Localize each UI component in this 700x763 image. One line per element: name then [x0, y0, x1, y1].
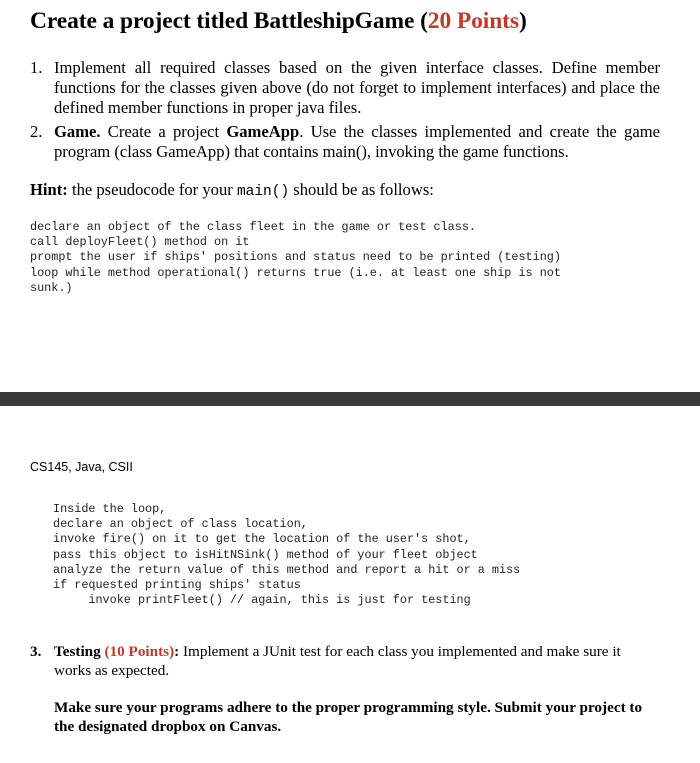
title-points: 20 Points	[427, 8, 519, 34]
closing-note: Make sure your programs adhere to the proper programming style. Submit your project to the designated dropbox on Canvas.	[54, 699, 643, 735]
hint-label: Hint:	[30, 180, 68, 199]
app-name: GameApp	[226, 122, 300, 141]
list-item-3	[30, 642, 660, 680]
hint-line: Hint: the pseudocode for your main() should be as follows:	[30, 180, 434, 200]
page-header: CS145, Java, CSII	[30, 460, 133, 474]
item-number: 3.	[30, 643, 42, 660]
page-bottom	[0, 406, 700, 763]
page-divider	[0, 392, 700, 406]
task-list	[30, 58, 660, 166]
item-number: 1.	[30, 58, 43, 77]
item-text: Testing (10 Points): Implement a JUnit test for each class you implemented and make sure it works as expected.	[54, 643, 621, 679]
item-label: Testing	[54, 643, 101, 660]
item-number: 2.	[30, 122, 43, 141]
item-points: (10 Points)	[104, 643, 175, 660]
item-text: Implement all required classes based on the given interface classes. Define member functions for the classes given above (do not forget to implement interfaces) and place the defined member functions in proper java files.	[54, 58, 660, 117]
hint-code: main()	[236, 184, 290, 200]
page-title: Create a project titled BattleshipGame (20 Points)	[30, 8, 527, 34]
item-text: Game. Create a project GameApp. Use the classes implemented and create the game program (class GameApp) that contains main(), invoking the game functions.	[54, 122, 660, 161]
loop-pseudocode-block: Inside the loop, declare an object of class location, invoke fire() on it to get the location of the user's shot, pass this object to isHitNSink() method of your fleet object analyze the return value of this method and report a hit or a miss if requested printing ships' status invoke printFleet() // again, this is just for testing	[53, 502, 521, 608]
pseudocode-block: declare an object of the class fleet in the game or test class. call deployFleet() method on it prompt the user if ships' positions and status need to be printed (testing) loop while method operational() returns true (i.e. at least one ship is not sunk.)	[30, 220, 561, 295]
item-label: Game.	[54, 122, 101, 141]
list-item-2	[30, 122, 660, 162]
list-item-1	[30, 58, 660, 118]
